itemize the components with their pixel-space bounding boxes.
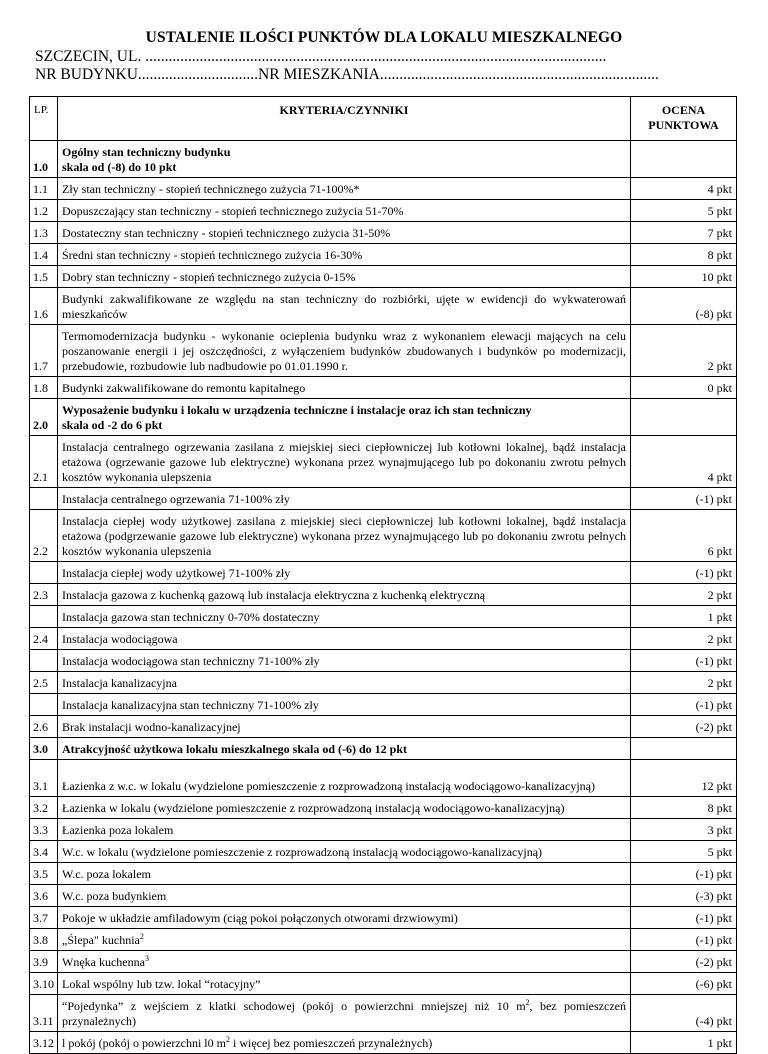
row-number: 1.7 <box>30 325 58 377</box>
row-points <box>631 399 737 436</box>
row-points: (-1) pkt <box>631 929 737 951</box>
row-criterion <box>58 141 631 178</box>
criterion-text: Instalacja kanalizacyjna stan techniczny 71-100% zły <box>62 698 319 712</box>
table-body <box>30 141 737 1054</box>
row-points: 7 pkt <box>631 222 737 244</box>
row-criterion <box>58 562 631 584</box>
footnote-marker: 2 <box>225 1035 230 1044</box>
row-points: 3 pkt <box>631 819 737 841</box>
row-number: 3.0 <box>30 738 58 760</box>
row-points: 4 pkt <box>631 178 737 200</box>
row-number: 3.7 <box>30 907 58 929</box>
table-row <box>30 797 737 819</box>
row-points: (-1) pkt <box>631 907 737 929</box>
criterion-text: Łazienka poza lokalem <box>62 823 174 837</box>
criterion-text: W.c. poza lokalem <box>62 867 151 881</box>
row-points: (-8) pkt <box>631 288 737 325</box>
table-row <box>30 266 737 288</box>
table-row <box>30 222 737 244</box>
row-number: 1.1 <box>30 178 58 200</box>
header-criteria: KRYTERIA/CZYNNIKI <box>58 97 631 141</box>
row-number <box>30 606 58 628</box>
criterion-text-cont: , bez pomieszczeń przynależnych) <box>62 999 626 1028</box>
row-criterion <box>58 377 631 399</box>
table-row <box>30 672 737 694</box>
row-number: 1.8 <box>30 377 58 399</box>
table-row <box>30 819 737 841</box>
table-row <box>30 995 737 1032</box>
row-criterion <box>58 200 631 222</box>
row-criterion <box>58 584 631 606</box>
criterion-text: Dobry stan techniczny - stopień technicznego zużycia 0-15% <box>62 270 356 284</box>
row-points: 2 pkt <box>631 325 737 377</box>
row-number <box>30 562 58 584</box>
criterion-text: Łazienka z w.c. w lokalu (wydzielone pomieszczenie z rozprowadzoną instalacją wodociągowo-kanalizacyjną) <box>62 779 595 793</box>
row-points <box>631 141 737 178</box>
table-row <box>30 907 737 929</box>
row-number: 2.3 <box>30 584 58 606</box>
row-criterion <box>58 819 631 841</box>
criterion-text: Instalacja gazowa z kuchenką gazową lub instalacja elektryczna z kuchenką elektryczną <box>62 588 486 602</box>
row-points: 1 pkt <box>631 1032 737 1054</box>
row-points: 2 pkt <box>631 584 737 606</box>
criterion-text: Instalacja wodociągowa stan techniczny 71-100% zły <box>62 654 320 668</box>
row-number: 2.1 <box>30 436 58 488</box>
table-row <box>30 377 737 399</box>
row-points: 8 pkt <box>631 244 737 266</box>
row-number: 3.3 <box>30 819 58 841</box>
row-number <box>30 694 58 716</box>
row-criterion <box>58 244 631 266</box>
row-points: 1 pkt <box>631 606 737 628</box>
table-row <box>30 863 737 885</box>
header-lp: LP. <box>30 97 58 141</box>
row-points: (-4) pkt <box>631 995 737 1032</box>
row-criterion <box>58 266 631 288</box>
criterion-text: l pokój (pokój o powierzchni l0 m <box>62 1036 226 1050</box>
criterion-text: Budynki zakwalifikowane ze względu na stan techniczny do rozbiórki, ujęte w ewidencji do wykwaterowań mieszkańców <box>62 292 626 321</box>
table-header-row <box>30 97 737 141</box>
criterion-text: Budynki zakwalifikowane do remontu kapitalnego <box>62 381 306 395</box>
criterion-text: „Ślepa" kuchnia <box>62 933 140 947</box>
row-criterion <box>58 738 631 760</box>
row-number: 1.3 <box>30 222 58 244</box>
row-number: 2.0 <box>30 399 58 436</box>
criterion-text: Instalacja wodociągowa <box>62 632 178 646</box>
row-criterion <box>58 797 631 819</box>
table-row <box>30 178 737 200</box>
row-criterion <box>58 222 631 244</box>
row-criterion <box>58 907 631 929</box>
row-criterion <box>58 760 631 797</box>
row-points <box>631 738 737 760</box>
table-row <box>30 244 737 266</box>
criterion-text: Atrakcyjność użytkowa lokalu mieszkalnego skala od (-6) do 12 pkt <box>62 742 408 756</box>
row-criterion <box>58 716 631 738</box>
building-apartment-line: NR BUDYNKU...............................NR MIESZKANIA........................................................................ <box>35 66 659 83</box>
criterion-text: “Pojedynka” z wejściem z klatki schodowej (pokój o powierzchni mniejszej niż 10 m <box>62 999 526 1013</box>
row-criterion <box>58 694 631 716</box>
row-number: 3.9 <box>30 951 58 973</box>
criterion-text: Instalacja centralnego ogrzewania 71-100% zły <box>62 492 290 506</box>
row-number: 3.5 <box>30 863 58 885</box>
row-number: 2.5 <box>30 672 58 694</box>
row-number: 3.11 <box>30 995 58 1032</box>
row-criterion <box>58 628 631 650</box>
criterion-text-cont: i więcej bez pomieszczeń przynależnych) <box>229 1036 433 1050</box>
row-criterion <box>58 650 631 672</box>
row-points: 12 pkt <box>631 760 737 797</box>
row-number: 2.4 <box>30 628 58 650</box>
table-row <box>30 760 737 797</box>
table-row <box>30 929 737 951</box>
row-criterion <box>58 288 631 325</box>
row-points: 6 pkt <box>631 510 737 562</box>
row-points: 0 pkt <box>631 377 737 399</box>
row-criterion <box>58 325 631 377</box>
table-row <box>30 1032 737 1054</box>
table-row <box>30 973 737 995</box>
table-row <box>30 488 737 510</box>
row-number: 1.4 <box>30 244 58 266</box>
criterion-text: Termomodernizacja budynku - wykonanie ocieplenia budynku wraz z wykonaniem elewacji mających na celu poszanowanie energii i jej oszczędności, z wyłączeniem budynków zbudowanych i budynków po modernizacji, przebudowie, rozbudowie lub nadbudowie po 01.01.1990 r. <box>62 329 626 373</box>
section-row <box>30 399 737 436</box>
row-points: (-1) pkt <box>631 488 737 510</box>
table-row <box>30 510 737 562</box>
row-points: 4 pkt <box>631 436 737 488</box>
criterion-text: Instalacja ciepłej wody użytkowej 71-100% zły <box>62 566 291 580</box>
criterion-text: Dostateczny stan techniczny - stopień technicznego zużycia 31-50% <box>62 226 391 240</box>
row-number: 3.1 <box>30 760 58 797</box>
row-number: 3.6 <box>30 885 58 907</box>
row-number: 3.8 <box>30 929 58 951</box>
row-points: 5 pkt <box>631 841 737 863</box>
table-row <box>30 628 737 650</box>
table-row <box>30 841 737 863</box>
row-number: 1.0 <box>30 141 58 178</box>
table-row <box>30 288 737 325</box>
criterion-text: Wyposażenie budynku i lokalu w urządzenia techniczne i instalacje oraz ich stan techniczny skala od -2 do 6 pkt <box>62 403 532 432</box>
row-points: (-3) pkt <box>631 885 737 907</box>
criterion-text: Średni stan techniczny - stopień technicznego zużycia 16-30% <box>62 248 363 262</box>
header-score: OCENA PUNKTOWA <box>631 97 737 141</box>
row-points: (-6) pkt <box>631 973 737 995</box>
table-row <box>30 951 737 973</box>
row-number: 3.4 <box>30 841 58 863</box>
row-number: 1.5 <box>30 266 58 288</box>
criterion-text: Instalacja gazowa stan techniczny 0-70% dostateczny <box>62 610 320 624</box>
table-row <box>30 716 737 738</box>
row-criterion <box>58 672 631 694</box>
criterion-text: Zły stan techniczny - stopień technicznego zużycia 71-100%* <box>62 182 360 196</box>
row-criterion <box>58 510 631 562</box>
row-number: 3.12 <box>30 1032 58 1054</box>
row-criterion <box>58 178 631 200</box>
table-row <box>30 650 737 672</box>
footnote-marker: 2 <box>139 932 144 941</box>
section-row <box>30 141 737 178</box>
row-points: (-1) pkt <box>631 562 737 584</box>
row-number <box>30 650 58 672</box>
table-row <box>30 584 737 606</box>
criterion-text: Ogólny stan techniczny budynku skala od (-8) do 10 pkt <box>62 145 231 174</box>
criterion-text: Dopuszczający stan techniczny - stopień technicznego zużycia 51-70% <box>62 204 404 218</box>
document-title: USTALENIE ILOŚCI PUNKTÓW DLA LOKALU MIESZKALNEGO <box>145 29 623 46</box>
row-criterion <box>58 995 631 1032</box>
row-number: 3.10 <box>30 973 58 995</box>
table-row <box>30 436 737 488</box>
criterion-text: Pokoje w układzie amfiladowym (ciąg pokoi połączonych otworami drzwiowymi) <box>62 911 458 925</box>
row-number: 3.2 <box>30 797 58 819</box>
row-criterion <box>58 863 631 885</box>
row-criterion <box>58 973 631 995</box>
row-number: 2.2 <box>30 510 58 562</box>
footnote-marker: 2 <box>525 998 530 1007</box>
row-points: (-1) pkt <box>631 694 737 716</box>
section-row <box>30 738 737 760</box>
row-points: 10 pkt <box>631 266 737 288</box>
row-criterion <box>58 1032 631 1054</box>
row-criterion <box>58 488 631 510</box>
criterion-text: Wnęka kuchenna <box>62 955 145 969</box>
row-points: (-2) pkt <box>631 951 737 973</box>
row-criterion <box>58 606 631 628</box>
row-number: 1.6 <box>30 288 58 325</box>
table-row <box>30 562 737 584</box>
address-street-line: SZCZECIN, UL. ....................................................................................................................... <box>35 48 607 65</box>
criterion-text: Lokal wspólny lub tzw. lokal “rotacyjny” <box>62 977 261 991</box>
criterion-text: Instalacja ciepłej wody użytkowej zasilana z miejskiej sieci ciepłowniczej lub kotłowni lokalnej, bądź instalacja etażowa (podgrzewanie gazowe lub elektryczne) wykonana przez wynajmującego lub po dokonaniu zwrotu pełnych kosztów wykonania ulepszenia <box>62 514 626 558</box>
row-criterion <box>58 841 631 863</box>
row-points: (-1) pkt <box>631 650 737 672</box>
scoring-table <box>29 96 737 1054</box>
row-number: 2.6 <box>30 716 58 738</box>
row-number: 1.2 <box>30 200 58 222</box>
table-row <box>30 200 737 222</box>
row-points: 5 pkt <box>631 200 737 222</box>
row-points: 2 pkt <box>631 672 737 694</box>
table-row <box>30 694 737 716</box>
row-criterion <box>58 399 631 436</box>
row-criterion <box>58 951 631 973</box>
criterion-text: Łazienka w lokalu (wydzielone pomieszczenie z rozprowadzoną instalacją wodociągowo-kanalizacyjną) <box>62 801 565 815</box>
row-criterion <box>58 929 631 951</box>
criterion-text: W.c. poza budynkiem <box>62 889 167 903</box>
criterion-text: Instalacja centralnego ogrzewania zasilana z miejskiej sieci ciepłowniczej lub kotłowni lokalnej, bądź instalacja etażowa (ogrzewanie gazowe lub elektryczne) wykonana przez wynajmującego lub po dokonaniu zwrotu pełnych kosztów wykonania ulepszenia <box>62 440 626 484</box>
row-points: 2 pkt <box>631 628 737 650</box>
table-row <box>30 885 737 907</box>
row-points: 8 pkt <box>631 797 737 819</box>
row-number <box>30 488 58 510</box>
table-row <box>30 606 737 628</box>
criterion-text: Instalacja kanalizacyjna <box>62 676 177 690</box>
row-points: (-1) pkt <box>631 863 737 885</box>
row-points: (-2) pkt <box>631 716 737 738</box>
criterion-text: W.c. w lokalu (wydzielone pomieszczenie z rozprowadzoną instalacją wodociągowo-kanalizacyjną) <box>62 845 543 859</box>
footnote-marker: 3 <box>144 954 149 963</box>
criterion-text: Brak instalacji wodno-kanalizacyjnej <box>62 720 241 734</box>
row-criterion <box>58 885 631 907</box>
row-criterion <box>58 436 631 488</box>
table-row <box>30 325 737 377</box>
